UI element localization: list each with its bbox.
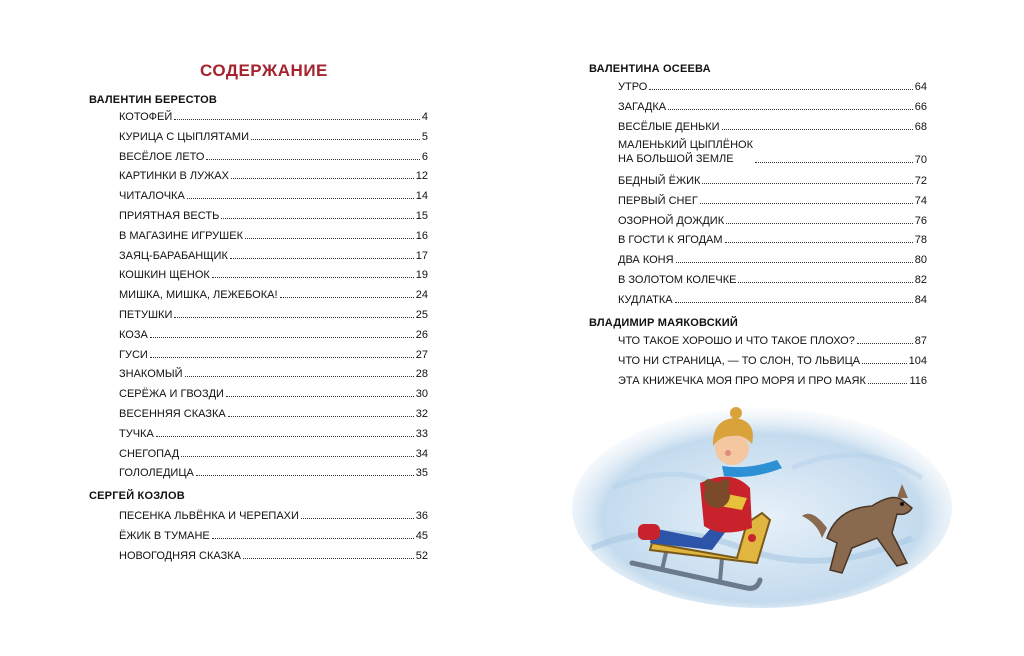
toc-entry-title: УТРО (618, 81, 648, 93)
dot-leader (280, 297, 414, 298)
toc-entry-page: 70 (914, 154, 927, 167)
toc-entry (618, 252, 927, 266)
toc-entry-page: 28 (415, 368, 428, 381)
toc-entry-page: 66 (914, 100, 927, 113)
toc-entry (618, 353, 927, 367)
toc-entry-page: 4 (421, 111, 428, 123)
toc-entry-title: ТУЧКА (119, 427, 154, 440)
dot-leader (675, 302, 913, 303)
winter-sled-illustration (572, 398, 952, 613)
dot-leader (221, 218, 413, 219)
toc-entry-page: 5 (421, 130, 428, 143)
dot-leader (755, 162, 913, 163)
toc-entry-title: ВЕСЕННЯЯ СКАЗКА (119, 408, 226, 420)
toc-entry-page: 35 (415, 467, 428, 480)
toc-entry-page: 87 (914, 335, 927, 347)
toc-entry (119, 188, 428, 202)
toc-entry (618, 213, 927, 227)
toc-entry-title: В ГОСТИ К ЯГОДАМ (618, 234, 723, 247)
toc-entry-title: КОШКИН ЩЕНОК (119, 269, 210, 282)
toc-entry (618, 119, 927, 133)
toc-entry-page: 33 (415, 427, 428, 440)
toc-entry-title: ЗАГАДКА (618, 100, 667, 113)
dot-leader (676, 262, 913, 263)
toc-entry (119, 386, 428, 400)
toc-entry (119, 465, 428, 479)
toc-entry (618, 232, 927, 246)
toc-entry-title: КОЗА (119, 328, 148, 341)
author-heading: ВЛАДИМИР МАЯКОВСКИЙ (589, 317, 739, 329)
toc-entry-page: 27 (415, 348, 428, 361)
toc-entry-title: КУДЛАТКА (618, 293, 673, 306)
toc-entry-page: 14 (415, 190, 428, 203)
toc-entry (119, 548, 428, 562)
toc-entry-title: ГУСИ (119, 348, 148, 361)
toc-entry-page: 116 (909, 374, 927, 387)
toc-entry (618, 173, 927, 187)
toc-entry-page: 74 (914, 194, 927, 207)
toc-entry-page: 36 (415, 510, 428, 522)
toc-entry-page: 19 (415, 269, 428, 282)
toc-entry-page: 72 (914, 175, 927, 188)
toc-entry-title: ПРИЯТНАЯ ВЕСТЬ (119, 210, 220, 222)
toc-entry-page: 84 (914, 293, 927, 306)
dot-leader (722, 129, 913, 130)
dot-leader (245, 238, 414, 239)
toc-entry-title: ПЕТУШКИ (119, 309, 173, 321)
dot-leader (228, 416, 414, 417)
toc-entry (119, 327, 428, 341)
toc-entry (119, 228, 428, 242)
toc-entry-page: 26 (415, 328, 428, 341)
toc-entry (119, 406, 428, 420)
toc-entry (119, 109, 428, 123)
dot-leader (868, 383, 908, 384)
toc-entry-page: 45 (415, 529, 428, 542)
toc-entry-title: КОТОФЕЙ (119, 111, 173, 123)
dot-leader (862, 363, 907, 364)
toc-entry-title: НОВОГОДНЯЯ СКАЗКА (119, 549, 241, 562)
toc-entry-title-line: МАЛЕНЬКИЙ ЦЫПЛЁНОК (618, 139, 753, 152)
dot-leader (181, 456, 414, 457)
dot-leader (668, 109, 913, 110)
toc-entry-page: 78 (914, 234, 927, 247)
toc-entry-page: 68 (914, 120, 927, 133)
toc-entry-page: 12 (415, 170, 428, 183)
toc-entry-title: ЗАЯЦ-БАРАБАНЩИК (119, 249, 228, 262)
dot-leader (700, 203, 913, 204)
toc-entry (618, 292, 927, 306)
dot-leader (251, 139, 420, 140)
toc-entry-title: В МАГАЗИНЕ ИГРУШЕК (119, 229, 243, 242)
dot-leader (150, 337, 414, 338)
toc-entry-title: КУРИЦА С ЦЫПЛЯТАМИ (119, 130, 249, 143)
toc-entry-page: 104 (908, 354, 927, 367)
dot-leader (187, 198, 414, 199)
toc-entry-page: 82 (914, 274, 927, 287)
author-heading: ВАЛЕНТИНА ОСЕЕВА (589, 63, 711, 75)
dot-leader (231, 178, 414, 179)
toc-entry-page: 25 (415, 309, 428, 321)
toc-entry (119, 508, 428, 522)
toc-entry-page: 15 (415, 210, 428, 222)
toc-entry-page: 64 (914, 81, 927, 93)
toc-entry-title: ПЕСЕНКА ЛЬВЁНКА И ЧЕРЕПАХИ (119, 510, 299, 522)
toc-entry (119, 426, 428, 440)
toc-entry-title: ВЕСЁЛОЕ ЛЕТО (119, 150, 205, 163)
toc-entry-title: ЧТО ТАКОЕ ХОРОШО И ЧТО ТАКОЕ ПЛОХО? (618, 335, 855, 347)
toc-entry (119, 267, 428, 281)
toc-entry-page: 76 (914, 214, 927, 227)
toc-entry-page: 16 (415, 229, 428, 242)
toc-entry-title: ДВА КОНЯ (618, 254, 674, 267)
dot-leader (725, 242, 913, 243)
author-heading: ВАЛЕНТИН БЕРЕСТОВ (89, 94, 218, 106)
toc-entry (119, 168, 428, 182)
toc-entry-page: 17 (415, 249, 428, 262)
toc-entry-page: 24 (415, 289, 428, 302)
dot-leader (702, 183, 912, 184)
toc-entry (119, 366, 428, 380)
toc-entry (119, 129, 428, 143)
toc-entry (618, 193, 927, 207)
toc-entry-title: ЭТА КНИЖЕЧКА МОЯ ПРО МОРЯ И ПРО МАЯК (618, 374, 866, 387)
dot-leader (243, 558, 414, 559)
dot-leader (726, 223, 913, 224)
toc-entry-title: В ЗОЛОТОМ КОЛЕЧКЕ (618, 274, 737, 287)
dot-leader (301, 518, 414, 519)
toc-entry-title: ЗНАКОМЫЙ (119, 368, 183, 381)
toc-entry-title: ЁЖИК В ТУМАНЕ (119, 529, 210, 542)
toc-entry (119, 287, 428, 301)
toc-entry (618, 333, 927, 347)
toc-entry (119, 307, 428, 321)
toc-entry (119, 347, 428, 361)
toc-entry-title: БЕДНЫЙ ЁЖИК (618, 175, 701, 188)
toc-entry-title-line: НА БОЛЬШОЙ ЗЕМЛЕ (618, 153, 734, 166)
author-heading: СЕРГЕЙ КОЗЛОВ (89, 490, 185, 502)
toc-entry (618, 138, 927, 166)
toc-entry-title: ЧТО НИ СТРАНИЦА, — ТО СЛОН, ТО ЛЬВИЦА (618, 354, 861, 367)
dot-leader (196, 475, 414, 476)
toc-entry-title: КАРТИНКИ В ЛУЖАХ (119, 170, 229, 183)
toc-entry-title: СЕРЁЖА И ГВОЗДИ (119, 388, 224, 401)
dot-leader (206, 159, 419, 160)
toc-entry (618, 99, 927, 113)
toc-entry (119, 248, 428, 262)
toc-entry-title: МИШКА, МИШКА, ЛЕЖЕБОКА! (119, 289, 278, 302)
toc-entry-title: ГОЛОЛЕДИЦА (119, 467, 194, 480)
toc-entry-title: СНЕГОПАД (119, 447, 180, 460)
toc-entry (119, 208, 428, 222)
toc-entry (119, 446, 428, 460)
toc-entry (119, 149, 428, 163)
dot-leader (212, 538, 414, 539)
toc-entry-title: ПЕРВЫЙ СНЕГ (618, 194, 698, 207)
toc-entry-page: 6 (421, 150, 428, 163)
toc-entry-page: 34 (415, 447, 428, 460)
toc-entry (618, 272, 927, 286)
toc-entry-page: 32 (415, 408, 428, 420)
dot-leader (226, 396, 414, 397)
dot-leader (150, 357, 414, 358)
toc-entry (618, 79, 927, 93)
dot-leader (156, 436, 414, 437)
toc-entry-page: 52 (415, 549, 428, 562)
right-page (512, 0, 1024, 656)
dot-leader (174, 317, 413, 318)
dot-leader (185, 376, 414, 377)
page-title: СОДЕРЖАНИЕ (200, 61, 328, 80)
dot-leader (738, 282, 912, 283)
toc-entry-title: ВЕСЁЛЫЕ ДЕНЬКИ (618, 120, 720, 133)
dot-leader (649, 89, 912, 90)
toc-entry-page: 30 (415, 388, 428, 401)
toc-entry (119, 528, 428, 542)
toc-entry-page: 80 (914, 254, 927, 267)
dot-leader (857, 343, 913, 344)
toc-entry-title: ОЗОРНОЙ ДОЖДИК (618, 214, 725, 227)
dot-leader (230, 258, 414, 259)
toc-entry (618, 373, 927, 387)
toc-entry-title: ЧИТАЛОЧКА (119, 190, 185, 203)
dot-leader (174, 119, 420, 120)
dot-leader (212, 277, 414, 278)
toc-entry-title (618, 138, 755, 166)
